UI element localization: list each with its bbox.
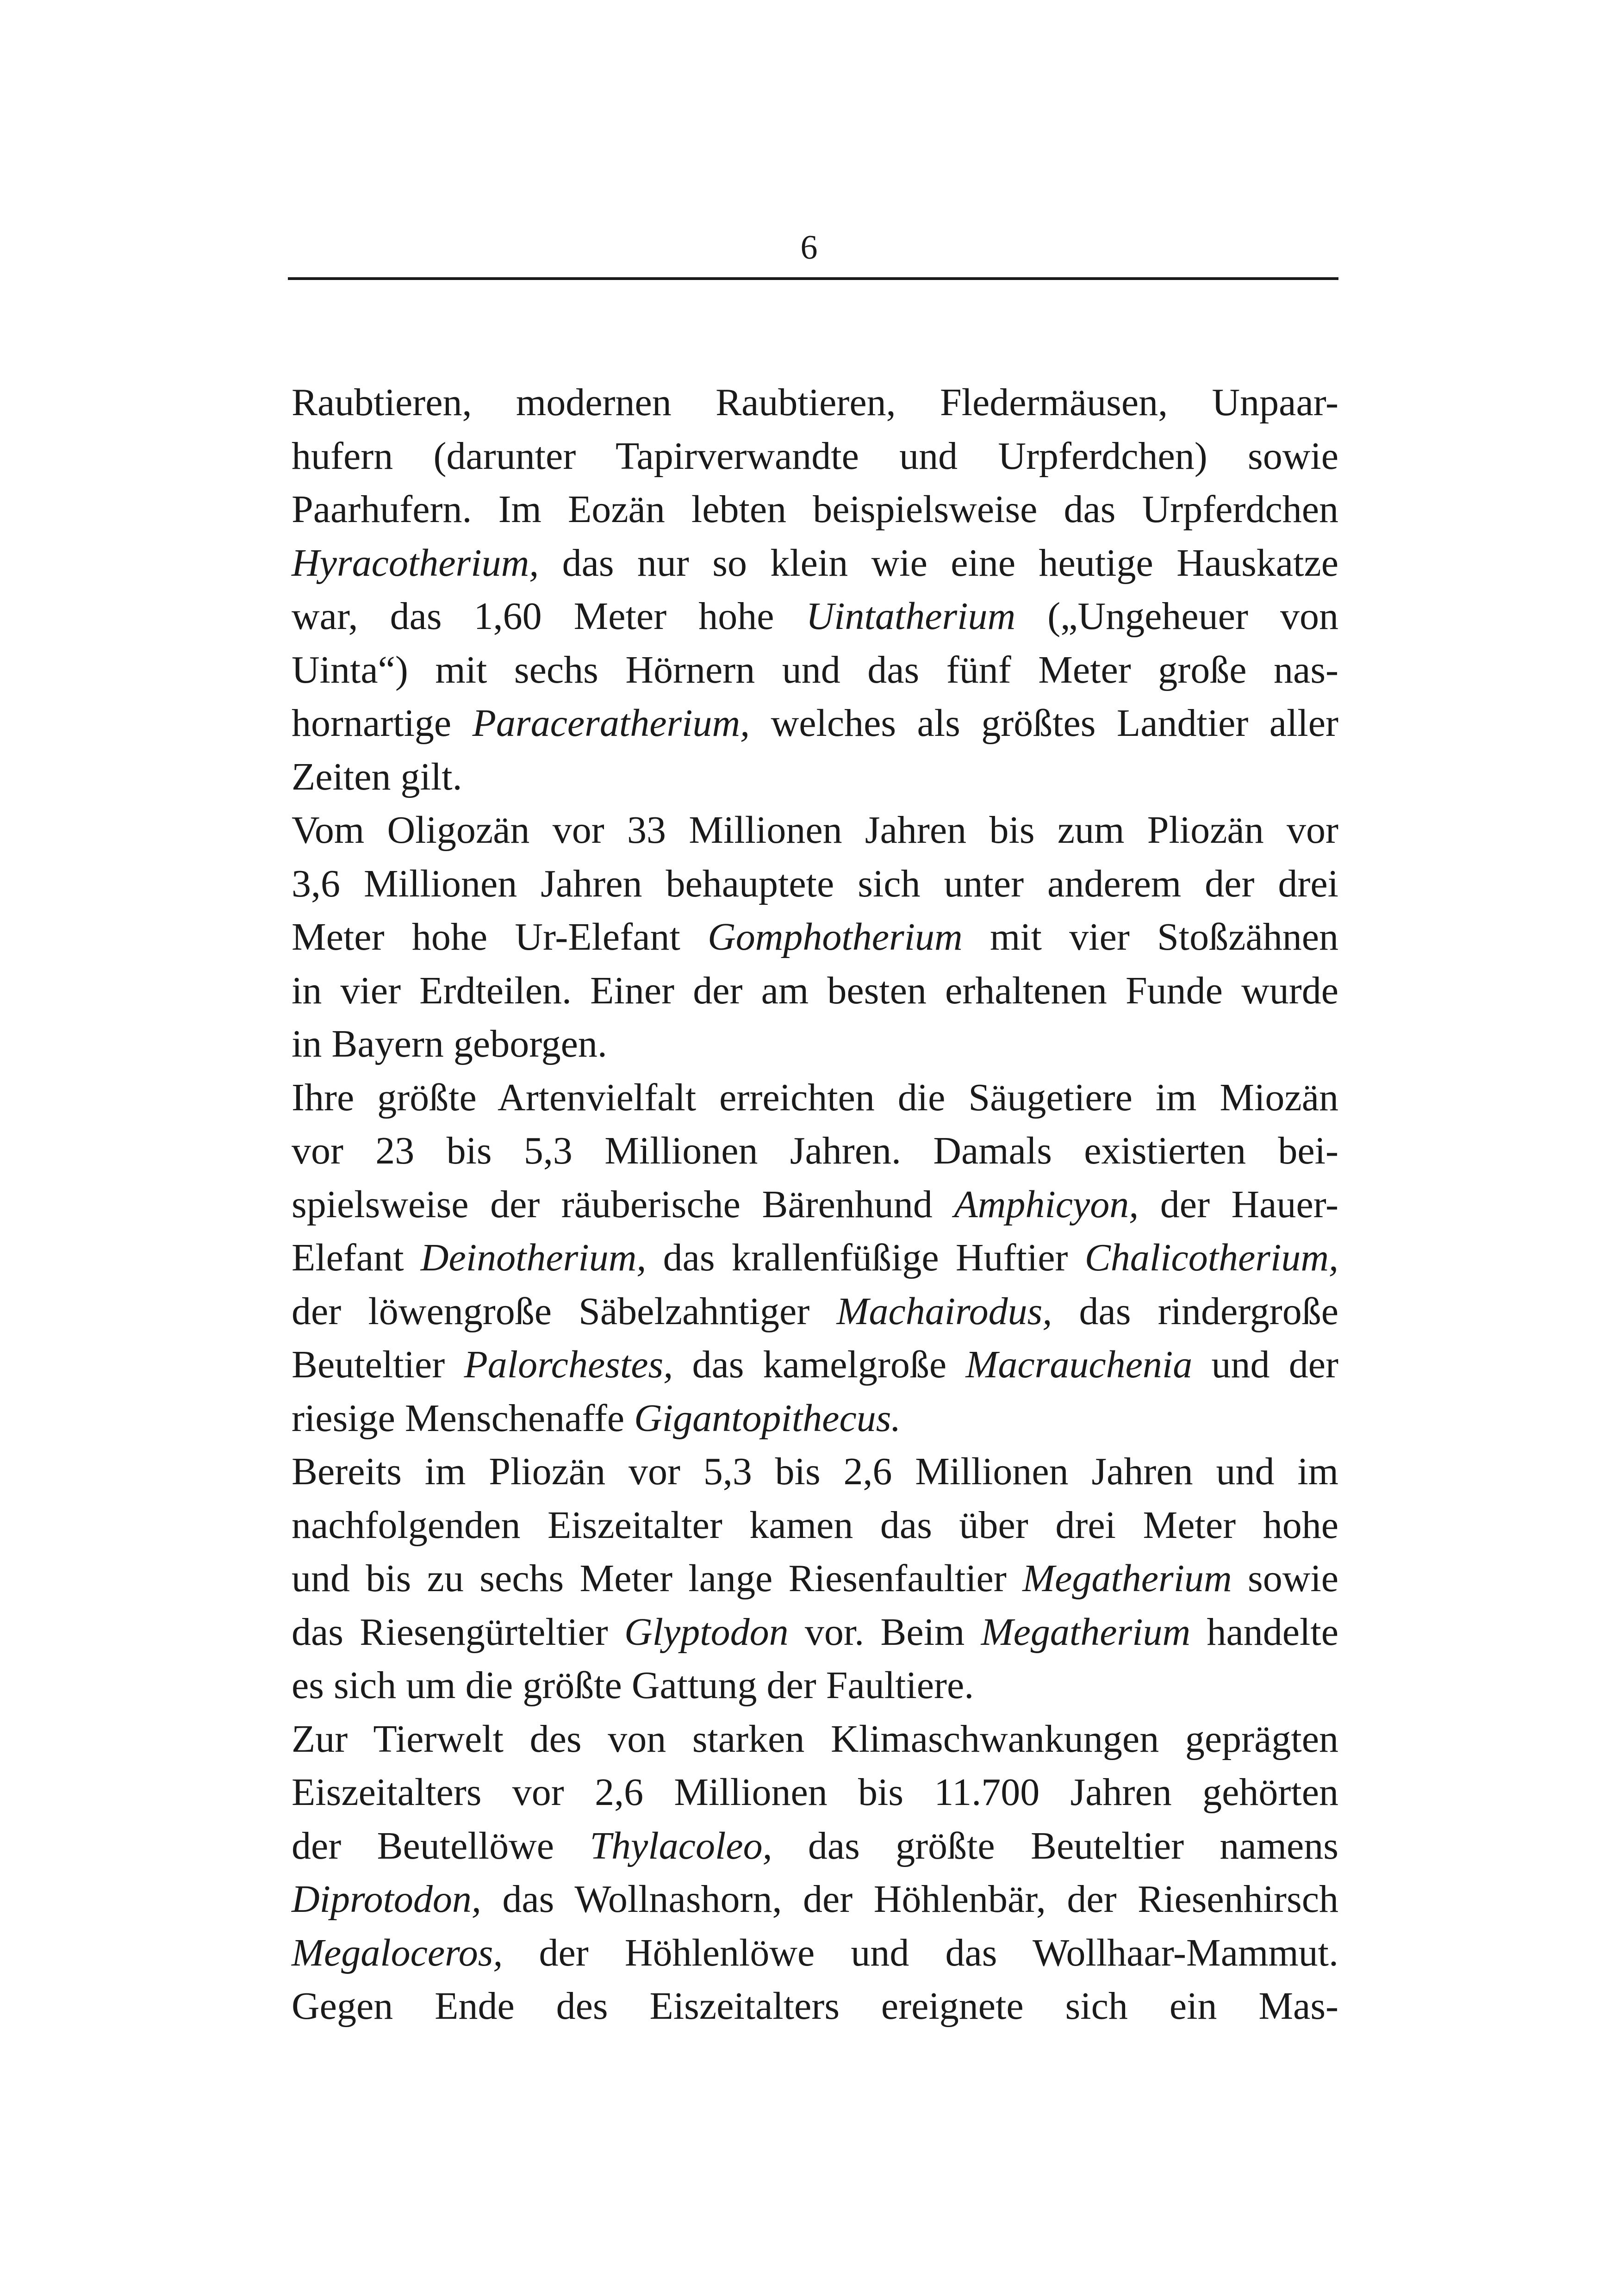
taxon-name: Chalicotherium, xyxy=(1084,1236,1338,1279)
text-line xyxy=(292,857,1338,911)
text-line xyxy=(292,376,1338,429)
taxon-name: Machairodus, xyxy=(836,1289,1052,1333)
text-run: und bis zu sechs Meter lange Riesenfaultier xyxy=(292,1557,1023,1600)
text-run: der Beutellöwe xyxy=(292,1824,590,1867)
taxon-name: Gomphotherium xyxy=(708,915,963,958)
text-run: der Hauer- xyxy=(1139,1182,1339,1226)
text-line xyxy=(292,1926,1338,1980)
text-run: Ihre größte Artenvielfalt erreichten die Säugetiere im Miozän xyxy=(292,1076,1338,1119)
taxon-name: Amphicyon, xyxy=(954,1182,1139,1226)
text-run: vor 23 bis 5,3 Millionen Jahren. Damals existierten bei- xyxy=(292,1129,1338,1172)
text-run: Uinta“) mit sechs Hörnern und das fünf Meter große nas- xyxy=(292,648,1338,691)
text-line xyxy=(292,1231,1338,1285)
text-line xyxy=(292,910,1338,964)
text-run: Bereits im Pliozän vor 5,3 bis 2,6 Millionen Jahren und im xyxy=(292,1450,1338,1493)
paragraph xyxy=(292,1445,1338,1712)
text-line xyxy=(292,1338,1338,1392)
page-number: 6 xyxy=(800,229,818,267)
text-line xyxy=(292,1445,1338,1499)
taxon-name: Uintatherium xyxy=(806,595,1016,638)
text-run: der löwengroße Säbelzahntiger xyxy=(292,1289,837,1333)
text-run: das rindergroße xyxy=(1052,1289,1338,1333)
text-line xyxy=(292,429,1338,483)
text-line xyxy=(292,1819,1338,1873)
text-run: in vier Erdteilen. Einer der am besten erhaltenen Funde wurde xyxy=(292,969,1338,1012)
text-line xyxy=(292,643,1338,697)
text-run: es sich um die größte Gattung der Faultiere. xyxy=(292,1664,974,1707)
text-line xyxy=(292,1017,1338,1071)
taxon-name: Palorchestes, xyxy=(464,1343,673,1386)
text-line xyxy=(292,590,1338,643)
text-run: („Ungeheuer von xyxy=(1015,595,1338,638)
text-run: Gegen Ende des Eiszeitalters ereignete sich ein Mas- xyxy=(292,1985,1338,2028)
text-line xyxy=(292,1766,1338,1819)
text-run: hufern (darunter Tapirverwandte und Urpferdchen) sowie xyxy=(292,434,1338,478)
taxon-name: Glyptodon xyxy=(624,1610,789,1654)
taxon-name: Paraceratherium, xyxy=(472,702,750,745)
taxon-name: Macrauchenia xyxy=(965,1343,1193,1386)
paragraph xyxy=(292,803,1338,1071)
taxon-name: Megaloceros, xyxy=(292,1931,503,1974)
paragraph xyxy=(292,1071,1338,1445)
text-run: das krallenfüßige Huftier xyxy=(646,1236,1085,1279)
text-run: das Wollnashorn, der Höhlenbär, der Riesenhirsch xyxy=(481,1878,1338,1921)
text-line xyxy=(292,536,1338,590)
taxon-name: Megatherium xyxy=(981,1610,1191,1654)
text-run: nachfolgenden Eiszeitalter kamen das über drei Meter hohe xyxy=(292,1503,1338,1547)
taxon-name: Gigantopithecus. xyxy=(634,1396,901,1440)
taxon-name: Deinotherium, xyxy=(420,1236,647,1279)
text-line xyxy=(292,697,1338,750)
text-run: Zur Tierwelt des von starken Klimaschwankungen geprägten xyxy=(292,1717,1338,1761)
text-line xyxy=(292,803,1338,857)
text-run: das größte Beuteltier namens xyxy=(772,1824,1338,1867)
taxon-name: Megatherium xyxy=(1022,1557,1232,1600)
text-run: Zeiten gilt. xyxy=(292,755,462,798)
text-line xyxy=(292,1552,1338,1605)
text-line xyxy=(292,750,1338,804)
text-run: Elefant xyxy=(292,1236,421,1279)
text-run: hornartige xyxy=(292,702,473,745)
text-run: Meter hohe Ur-Elefant xyxy=(292,915,708,958)
text-run: handelte xyxy=(1190,1610,1338,1654)
text-run: der Höhlenlöwe und das Wollhaar-Mammut. xyxy=(503,1931,1338,1974)
text-run: Beuteltier xyxy=(292,1343,464,1386)
text-run: war, das 1,60 Meter hohe xyxy=(292,595,806,638)
text-line xyxy=(292,1285,1338,1338)
taxon-name: Hyracotherium, xyxy=(292,541,539,585)
text-run: und der xyxy=(1192,1343,1338,1386)
text-run: spielsweise der räuberische Bärenhund xyxy=(292,1182,954,1226)
text-run: in Bayern geborgen. xyxy=(292,1022,607,1065)
text-line xyxy=(292,1873,1338,1926)
text-line xyxy=(292,1392,1338,1445)
text-run: sowie xyxy=(1232,1557,1338,1600)
text-line xyxy=(292,1124,1338,1178)
text-run: Raubtieren, modernen Raubtieren, Fledermäusen, Unpaar- xyxy=(292,381,1338,424)
text-line xyxy=(292,1605,1338,1659)
text-line xyxy=(292,1712,1338,1766)
text-run: mit vier Stoßzähnen xyxy=(962,915,1338,958)
paragraph xyxy=(292,1712,1338,2033)
text-run: Paarhufern. Im Eozän lebten beispielsweise das Urpferdchen xyxy=(292,488,1338,531)
paragraph xyxy=(292,376,1338,803)
text-line xyxy=(292,1659,1338,1712)
text-run: das Riesengürteltier xyxy=(292,1610,624,1654)
text-run: vor. Beim xyxy=(788,1610,981,1654)
text-run: riesige Menschenaffe xyxy=(292,1396,635,1440)
text-line xyxy=(292,1071,1338,1125)
text-line xyxy=(292,1178,1338,1232)
text-line xyxy=(292,1499,1338,1552)
text-run: 3,6 Millionen Jahren behauptete sich unter anderem der drei xyxy=(292,862,1338,905)
taxon-name: Thylacoleo, xyxy=(590,1824,772,1867)
text-run: das kamelgroße xyxy=(673,1343,966,1386)
text-run: das nur so klein wie eine heutige Hauskatze xyxy=(539,541,1338,585)
header-rule xyxy=(288,277,1338,280)
body-text xyxy=(292,376,1338,2033)
taxon-name: Diprotodon, xyxy=(292,1878,481,1921)
text-line xyxy=(292,964,1338,1018)
text-run: Eiszeitalters vor 2,6 Millionen bis 11.700 Jahren gehörten xyxy=(292,1771,1338,1814)
text-line xyxy=(292,1979,1338,2033)
text-run: welches als größtes Landtier aller xyxy=(750,702,1339,745)
text-run: Vom Oligozän vor 33 Millionen Jahren bis zum Pliozän vor xyxy=(292,809,1338,852)
text-line xyxy=(292,483,1338,536)
